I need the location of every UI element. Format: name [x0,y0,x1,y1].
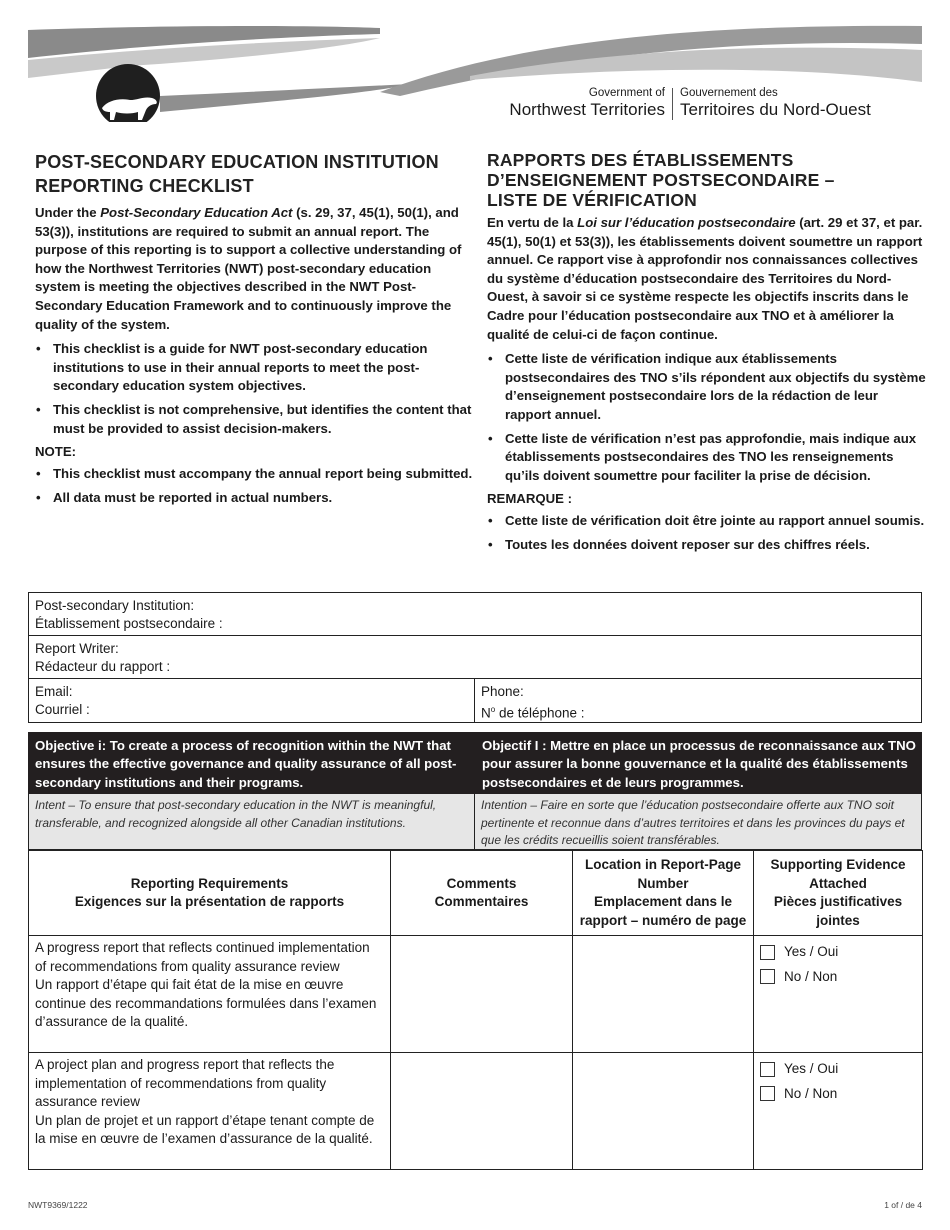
list-item: • Cette liste de vérification indique aux établissements postsecondaires des TNO s’ils répondent aux objectifs du système d’enseignement postsecondaire lors de la rédaction de leur rapport annuel. [505,350,927,424]
comments-cell[interactable] [391,1053,573,1170]
yes-checkbox[interactable]: Yes / Oui [760,943,916,962]
page-title-fr: RAPPORTS DES ÉTABLISSEMENTS D’ENSEIGNEMENT POSTSECONDAIRE – LISTE DE VÉRIFICATION [487,150,835,210]
objective-fr: Objectif I : Mettre en place un processus de reconnaissance aux TNO pour assurer la bonne gouvernance et la qualité des établissements postsecondaires et de leurs programmes. [482,738,916,790]
list-item: • Cette liste de vérification doit être jointe au rapport annuel soumis. [505,512,927,531]
requirement-cell: A project plan and progress report that reflects the implementation of recommendations from quality assurance review Un plan de projet et un rapport d’étape tenant compte de la mise en œuvre de l’examen d’assurance de la qualité. [29,1053,391,1170]
intent-fr: Intention – Faire en sorte que l’éducation postsecondaire offerte aux TNO soit pertinente et reconnue dans d’autres territoires et dans les provinces du pays et que les crédits recueillis soient transférables. [481,798,905,847]
checkbox-icon [760,969,775,984]
note-list-fr [487,512,927,554]
email-field[interactable] [29,679,475,722]
list-item: • This checklist is not comprehensive, but identifies the content that must be provided to assist decision-makers. [53,401,475,438]
header-location: Location in Report-Page Number Emplacement dans le rapport – numéro de page [573,851,754,936]
location-cell[interactable] [573,936,754,1053]
list-item: • Toutes les données doivent reposer sur des chiffres réels. [505,536,927,555]
intent-row [28,794,922,850]
intro-fr: En vertu de la Loi sur l’éducation postsecondaire (art. 29 et 37, et par. 45(1), 50(1) et 53(3)), les établissements doivent soumettre un rapport annuel. Ce rapport vise à approfondir nos connaissances collectives du système d’éducation postsecondaire des Territoires du Nord-Ouest, à savoir si ce système respecte les objectifs inscrits dans le Cadre pour l’éducation postsecondaire aux TNO et à améliorer la qualité de celui-ci de façon continue. [487,215,923,342]
english-column [35,150,475,513]
note-label-en: NOTE: [35,444,77,460]
comments-cell[interactable] [391,936,573,1053]
institution-info-form [28,592,922,723]
evidence-cell [754,936,923,1053]
header-requirements: Reporting Requirements Exigences sur la présentation de rapports [29,851,391,936]
requirements-table [28,850,923,1170]
objective-banner [28,732,922,797]
institution-field[interactable] [29,593,921,636]
checkbox-icon [760,1062,775,1077]
gov-name-fr [680,86,871,120]
objective-en: Objective i: To create a process of recognition within the NWT that ensures the effective governance and quality assurance of all post-secondary institutions and their programs. [35,738,457,790]
table-header-row [29,851,923,936]
phone-label-fr: $N^o$ de téléphone : [481,705,585,721]
list-item: • Cette liste de vérification n’est pas approfondie, mais indique aux établissements postsecondaires des TNO les renseignements qu’ils doivent soumettre pour faciliter la prise de décision. [505,430,927,486]
table-row [29,1053,923,1170]
gov-big-en: Northwest Territories [509,100,665,119]
yes-checkbox[interactable]: Yes / Oui [760,1060,916,1079]
checkbox-icon [760,945,775,960]
gov-small-fr: Gouvernement des [680,87,778,99]
list-item: • This checklist must accompany the annual report being submitted. [53,465,475,484]
page-number: 1 of / de 4 [884,1200,922,1210]
header-comments: Comments Commentaires [391,851,573,936]
checkbox-icon [760,1086,775,1101]
requirement-cell: A progress report that reflects continued implementation of recommendations from quality assurance review Un rapport d’étape qui fait état de la mise en œuvre continue des recommandations formulées dans l’examen d’assurance de la qualité. [29,936,391,1053]
list-item: • This checklist is a guide for NWT post-secondary education institutions to use in their annual reports to meet the post-secondary education system objectives. [53,340,475,396]
page-title-en: POST-SECONDARY EDUCATION INSTITUTION REPORTING CHECKLIST [35,152,439,196]
institution-label-fr: Établissement postsecondaire : [35,616,223,631]
evidence-cell [754,1053,923,1170]
email-label-fr: Courriel : [35,702,90,717]
french-column [487,150,927,561]
form-number: NWT9369/1222 [28,1200,88,1210]
table-row [29,936,923,1053]
gov-small-en: Government of [588,87,665,99]
note-label-fr: REMARQUE : [487,491,572,507]
phone-label-en: Phone: [481,684,524,699]
intent-en: Intent – To ensure that post-secondary education in the NWT is meaningful, transferable, and recognized alongside all other Canadian institutions. [29,794,475,849]
gov-big-fr: Territoires du Nord-Ouest [680,100,871,119]
report-writer-field[interactable] [29,636,921,679]
no-checkbox[interactable]: No / Non [760,968,916,987]
header-divider [672,88,673,120]
location-cell[interactable] [573,1053,754,1170]
polar-bear-logo [94,64,162,122]
contact-row [29,679,921,722]
writer-label-fr: Rédacteur du rapport : [35,659,171,674]
note-list-en [35,465,475,507]
list-item: • All data must be reported in actual numbers. [53,489,475,508]
gov-name-en [500,86,665,120]
no-checkbox[interactable]: No / Non [760,1085,916,1104]
bullet-list-fr [487,350,927,485]
intro-en: Under the Post-Secondary Education Act (s. 29, 37, 45(1), 50(1), and 53(3)), institutions are required to submit an annual report. The purpose of this reporting is to support a collective understanding of how the Northwest Territories (NWT) post-secondary education system is meeting the objectives described in the NWT Post-Secondary Education Framework and to continuously improve the quality of the system. [35,205,462,332]
phone-field[interactable] [475,679,591,722]
email-label-en: Email: [35,684,73,699]
bullet-list-en [35,340,475,438]
header-evidence: Supporting Evidence Attached Pièces justificatives jointes [754,851,923,936]
institution-label-en: Post-secondary Institution: [35,598,195,613]
writer-label-en: Report Writer: [35,641,119,656]
